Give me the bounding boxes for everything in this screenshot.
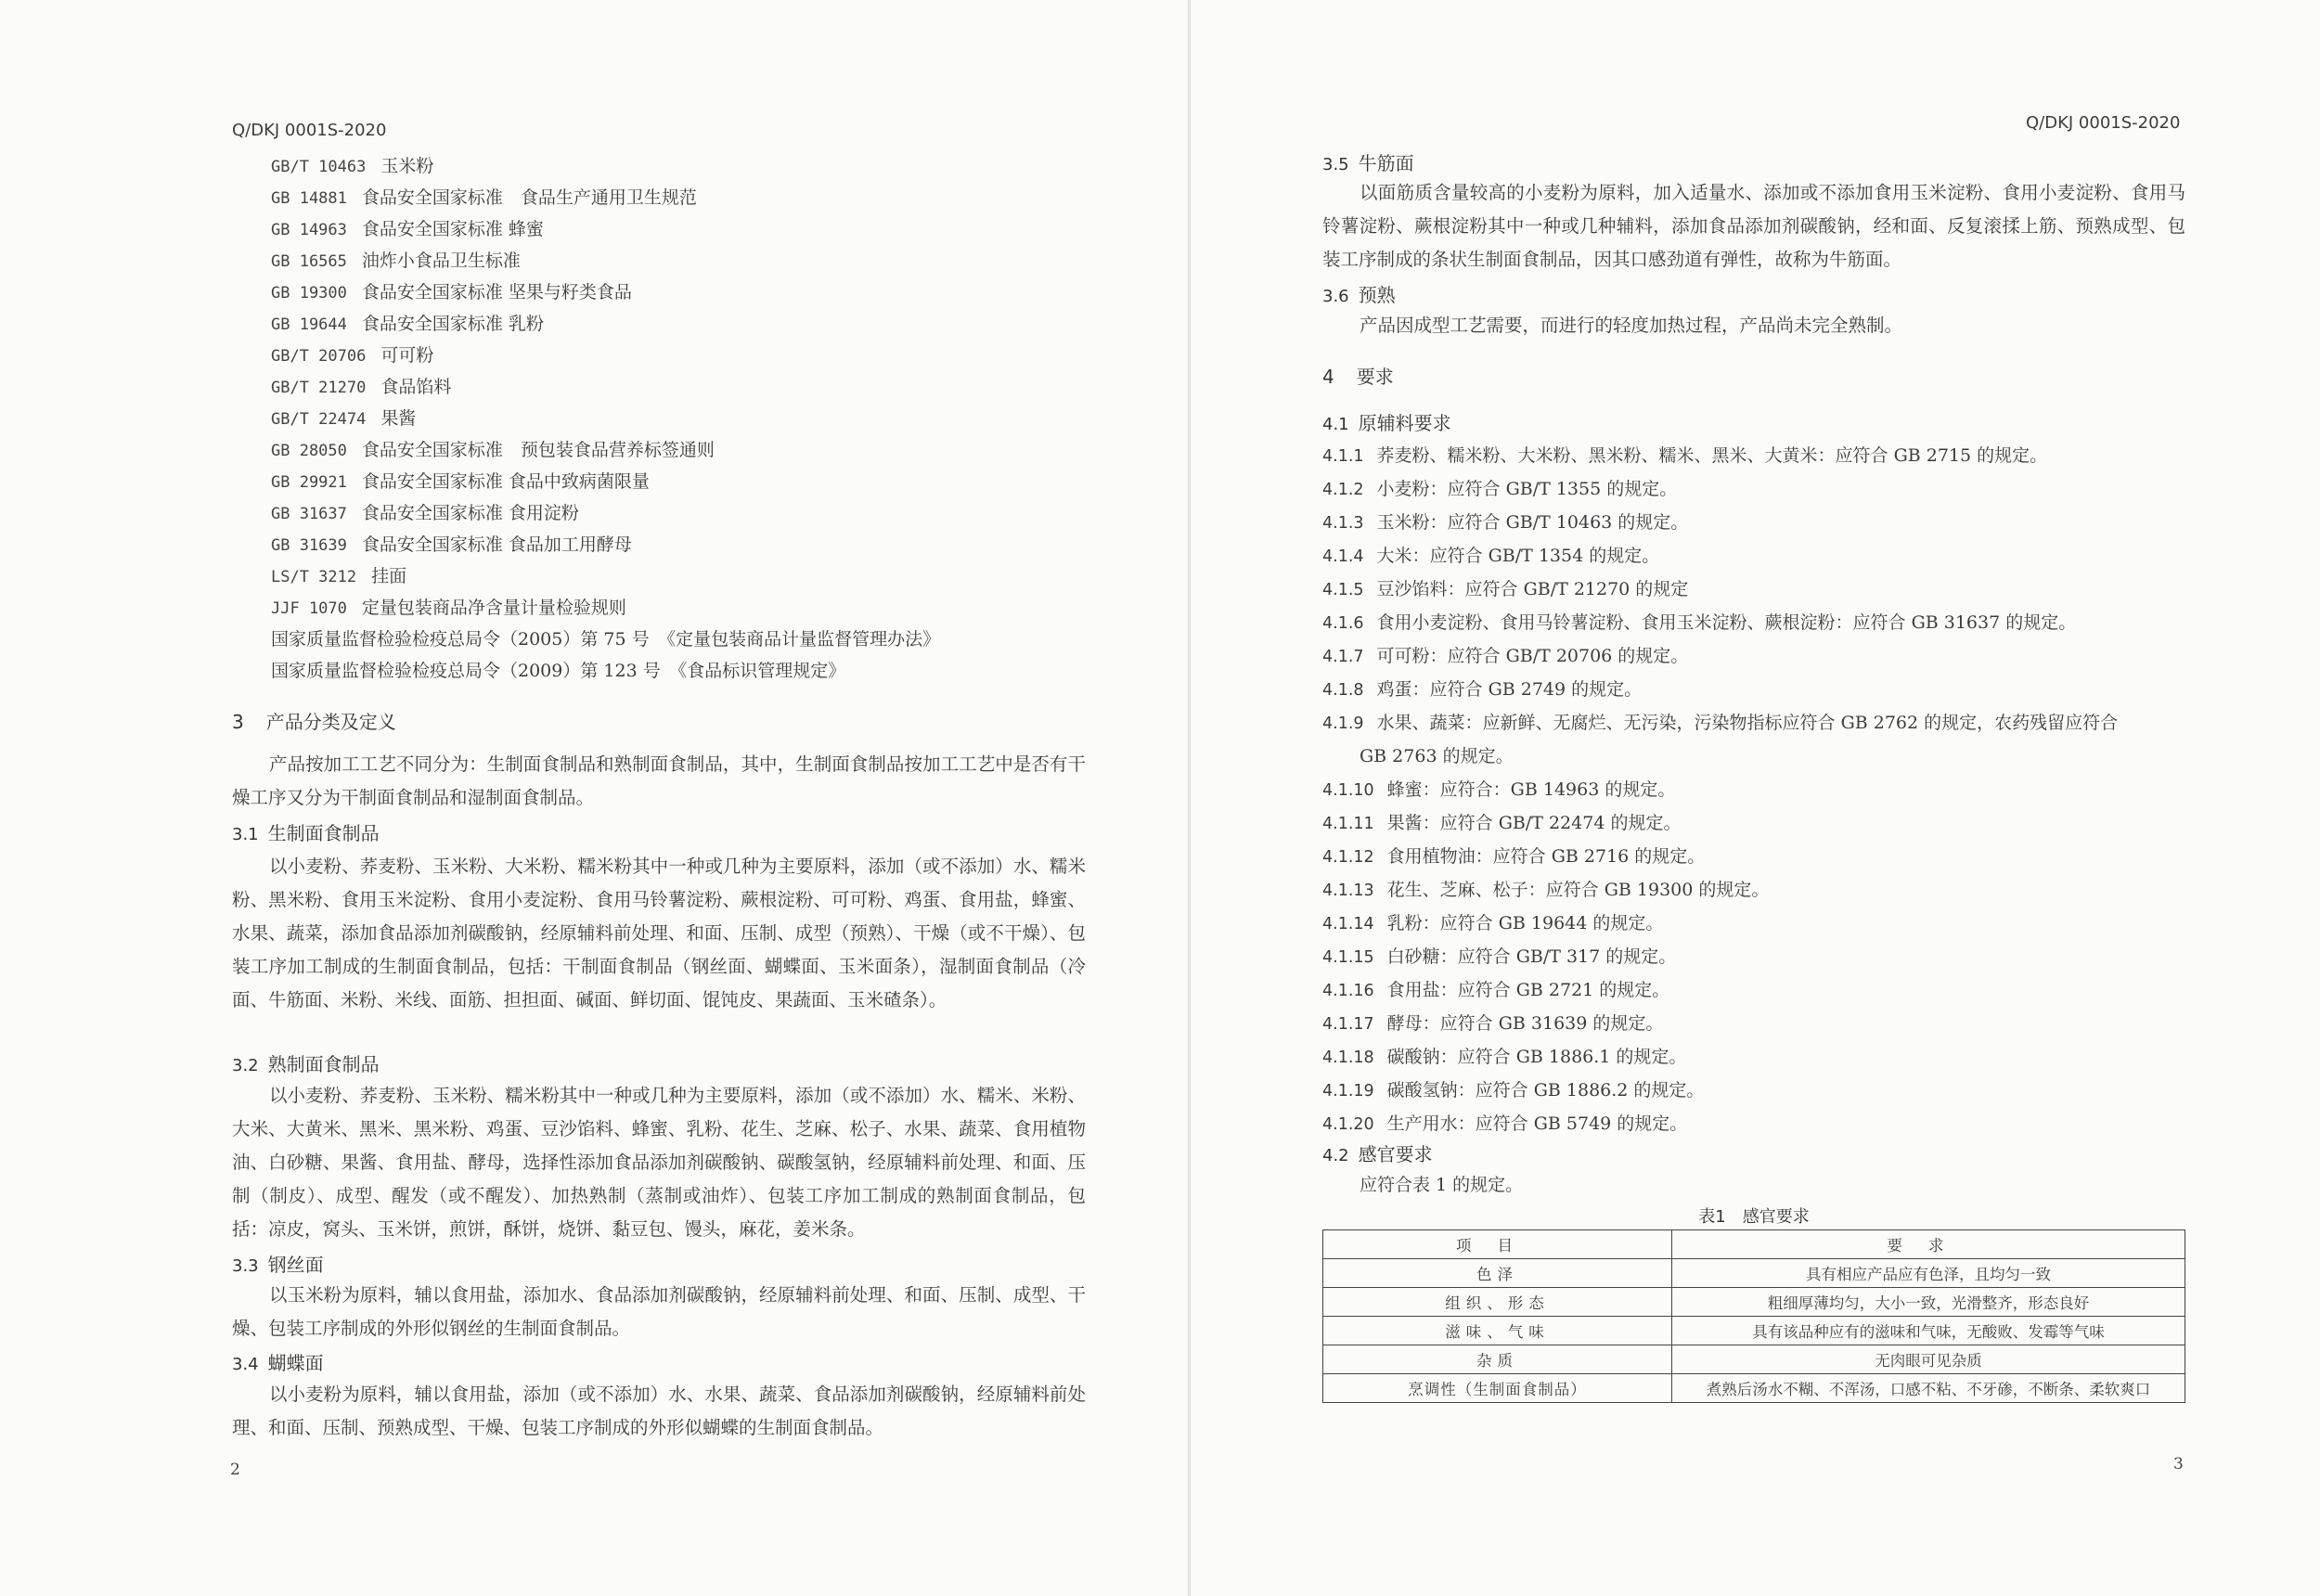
requirement-item bbox=[1322, 876, 1769, 901]
reference-title: 油炸小食品卫生标准 bbox=[361, 251, 521, 271]
requirement-number: 4.1.14 bbox=[1322, 915, 1374, 933]
reference-code: GB/T 10463 bbox=[271, 158, 367, 176]
table-cell: 组织、形态 bbox=[1323, 1288, 1672, 1317]
requirement-text: 蜂蜜：应符合：GB 14963 的规定。 bbox=[1386, 779, 1676, 800]
requirement-number: 4.1.15 bbox=[1322, 948, 1374, 967]
reference-code: GB 14963 bbox=[271, 221, 347, 239]
reference-code: JJF 1070 bbox=[271, 599, 347, 618]
reference-title: 食品安全国家标准 蜂蜜 bbox=[361, 219, 544, 239]
section-heading-3 bbox=[232, 707, 396, 734]
sensory-requirements-table bbox=[1322, 1229, 2185, 1403]
table-cell: 煮熟后汤水不糊、不浑汤，口感不粘、不牙碜，不断条、柔软爽口 bbox=[1672, 1374, 2185, 1403]
requirement-item bbox=[1322, 709, 2118, 734]
table-header-row bbox=[1323, 1230, 2185, 1259]
reference-code: GB/T 20706 bbox=[271, 347, 367, 366]
requirement-text: 乳粉：应符合 GB 19644 的规定。 bbox=[1386, 913, 1664, 933]
requirement-number: 4.1.5 bbox=[1322, 581, 1364, 599]
reference-title: 可可粉 bbox=[380, 345, 434, 366]
section-number: 3.4 bbox=[232, 1355, 259, 1374]
section-title: 原辅料要求 bbox=[1358, 412, 1451, 434]
page-number-right: 3 bbox=[2173, 1455, 2184, 1474]
section-3-3-text: 以玉米粉为原料，辅以食用盐，添加水、食品添加剂碳酸钠，经原辅料前处理、和面、压制、成型、干燥、包装工序制成的外形似钢丝的生制面食制品。 bbox=[232, 1284, 1086, 1339]
table-cell: 具有该品种应有的滋味和气味，无酸败、发霉等气味 bbox=[1672, 1317, 2185, 1345]
requirement-number: 4.1.1 bbox=[1322, 447, 1364, 466]
requirement-number: 4.1.3 bbox=[1322, 514, 1364, 533]
requirement-text: 碳酸氢钠：应符合 GB 1886.2 的规定。 bbox=[1386, 1080, 1705, 1100]
reference-code: GB 31639 bbox=[271, 536, 347, 555]
reference-item bbox=[271, 529, 1106, 560]
requirement-text: 大米：应符合 GB/T 1354 的规定。 bbox=[1376, 546, 1660, 566]
reference-code: GB 31637 bbox=[271, 505, 347, 523]
requirement-item bbox=[1322, 642, 1688, 667]
requirement-text: 生产用水：应符合 GB 5749 的规定。 bbox=[1386, 1113, 1688, 1134]
reference-item bbox=[271, 371, 1106, 403]
reference-title: 果酱 bbox=[380, 408, 417, 429]
section-number: 3.6 bbox=[1322, 287, 1349, 306]
section-title: 生制面食制品 bbox=[267, 822, 380, 844]
requirement-number: 4.1.7 bbox=[1322, 648, 1364, 666]
requirement-number: 4.1.18 bbox=[1322, 1049, 1374, 1067]
table-cell: 粗细厚薄均匀，大小一致，光滑整齐，形态良好 bbox=[1672, 1288, 2185, 1317]
requirement-item bbox=[1322, 943, 1676, 968]
requirement-text: 鸡蛋：应符合 GB 2749 的规定。 bbox=[1376, 679, 1643, 700]
section-title: 感官要求 bbox=[1358, 1143, 1433, 1165]
reference-item bbox=[271, 403, 1106, 434]
requirement-item bbox=[1322, 1076, 1704, 1101]
requirement-item bbox=[1322, 542, 1659, 567]
reference-code: LS/T 3212 bbox=[271, 568, 357, 586]
table-cell: 色泽 bbox=[1323, 1259, 1672, 1288]
reference-title: 挂面 bbox=[371, 566, 407, 586]
section-3-2-text: 以小麦粉、荞麦粉、玉米粉、糯米粉其中一种或几种为主要原料，添加（或不添加）水、糯米、米粉、大米、大黄米、黑米、黑米粉、鸡蛋、豆沙馅料、蜂蜜、乳粉、花生、芝麻、松子、水果、蔬菜、食用植物油、白砂糖、果酱、食用盐、酵母，选择性添加食品添加剂碳酸钠、碳酸氢钠，经原辅料前处理、和面、压制（制皮）、成型、醒发（或不醒发）、加热熟制（蒸制或油炸）、包装工序加工制成的熟制面食制品，包括：凉皮，窝头、玉米饼，煎饼，酥饼，烧饼、黏豆包、馒头，麻花，姜米条。 bbox=[232, 1085, 1086, 1240]
table-header: 项目 bbox=[1323, 1230, 1672, 1259]
section-3-5-text: 以面筋质含量较高的小麦粉为原料，加入适量水、添加或不添加食用玉米淀粉、食用小麦淀粉、食用马铃薯淀粉、蕨根淀粉其中一种或几种辅料，添加食品添加剂碳酸钠，经和面、反复滚揉上筋、预熟成型、包装工序制成的条状生制面食制品，因其口感劲道有弹性，故称为牛筋面。 bbox=[1322, 182, 2185, 270]
table-row bbox=[1323, 1259, 2185, 1288]
table-header: 要求 bbox=[1672, 1230, 2185, 1259]
section-3-6-text: 产品因成型工艺需要，而进行的轻度加热过程，产品尚未完全熟制。 bbox=[1360, 315, 1903, 336]
section-number: 3.5 bbox=[1322, 155, 1349, 174]
reference-code: GB 19644 bbox=[271, 315, 347, 334]
section-title: 熟制面食制品 bbox=[267, 1053, 380, 1075]
reference-title: 食品安全国家标准 食品加工用酵母 bbox=[361, 534, 632, 555]
section-3-intro: 产品按加工工艺不同分为：生制面食制品和熟制面食制品，其中，生制面食制品按加工工艺中是否有干燥工序又分为干制面食制品和湿制面食制品。 bbox=[232, 753, 1086, 808]
reference-title: 食品安全国家标准 乳粉 bbox=[361, 314, 544, 334]
table-cell: 烹调性（生制面食制品） bbox=[1323, 1374, 1672, 1403]
section-number: 4.1 bbox=[1322, 415, 1349, 434]
requirement-number: 4.1.20 bbox=[1322, 1115, 1374, 1134]
reference-title: 国家质量监督检验检疫总局令（2009）第 123 号 《食品标识管理规定》 bbox=[271, 661, 846, 681]
requirement-number: 4.1.11 bbox=[1322, 815, 1374, 833]
reference-item bbox=[271, 213, 1106, 245]
section-heading-3-1 bbox=[232, 818, 380, 845]
reference-item bbox=[271, 466, 1106, 497]
requirement-item bbox=[1322, 843, 1705, 868]
reference-item bbox=[271, 592, 1106, 624]
reference-code: GB 28050 bbox=[271, 442, 347, 460]
section-heading-3-4 bbox=[232, 1348, 324, 1375]
reference-item bbox=[271, 624, 1106, 655]
requirement-text: 食用植物油：应符合 GB 2716 的规定。 bbox=[1386, 846, 1706, 867]
reference-title: 食品安全国家标准 食品生产通用卫生规范 bbox=[361, 187, 697, 208]
section-title: 蝴蝶面 bbox=[267, 1352, 324, 1374]
requirement-number: 4.1.19 bbox=[1322, 1082, 1374, 1100]
header-standard-code-right: Q/DKJ 0001S-2020 bbox=[2026, 113, 2181, 133]
normative-references bbox=[271, 150, 1106, 687]
requirement-text: 荞麦粉、糯米粉、大米粉、黑米粉、糯米、黑米、大黄米：应符合 GB 2715 的规定。 bbox=[1376, 445, 2048, 466]
section-4-2-text: 应符合表 1 的规定。 bbox=[1360, 1175, 1524, 1195]
reference-title: 玉米粉 bbox=[380, 156, 434, 176]
reference-item bbox=[271, 182, 1106, 213]
requirement-number: 4.1.2 bbox=[1322, 481, 1364, 499]
reference-title: 食品安全国家标准 坚果与籽类食品 bbox=[361, 282, 632, 302]
requirement-continuation: GB 2763 的规定。 bbox=[1360, 746, 1514, 766]
requirement-item bbox=[1322, 575, 1688, 600]
reference-item bbox=[271, 308, 1106, 340]
requirement-text: 水果、蔬菜：应新鲜、无腐烂、无污染，污染物指标应符合 GB 2762 的规定，农药残留应符合 bbox=[1376, 713, 2119, 733]
section-title: 产品分类及定义 bbox=[265, 711, 396, 733]
section-number: 3.3 bbox=[232, 1256, 259, 1276]
requirement-item bbox=[1322, 442, 2047, 467]
reference-item bbox=[271, 560, 1106, 592]
requirement-number: 4.1.13 bbox=[1322, 882, 1374, 900]
requirement-item bbox=[1322, 1043, 1686, 1068]
section-3-1-text: 以小麦粉、荞麦粉、玉米粉、大米粉、糯米粉其中一种或几种为主要原料，添加（或不添加）水、糯米粉、黑米粉、食用玉米淀粉、食用小麦淀粉、食用马铃薯淀粉、蕨根淀粉、可可粉、鸡蛋、食用盐，蜂蜜、水果、蔬菜，添加食品添加剂碳酸钠，经原辅料前处理、和面、压制、成型（预熟）、干燥（或不干燥）、包装工序加工制成的生制面食制品，包括：干制面食制品（钢丝面、蝴蝶面、玉米面条），湿制面食制品（冷面、牛筋面、米粉、米线、面筋、担担面、碱面、鲜切面、馄饨皮、果蔬面、玉米碴条）。 bbox=[232, 856, 1086, 1010]
reference-item bbox=[271, 434, 1106, 466]
table-row bbox=[1323, 1317, 2185, 1345]
reference-item bbox=[271, 497, 1106, 529]
requirement-number: 4.1.8 bbox=[1322, 681, 1364, 700]
table-caption: 表1 感官要求 bbox=[1698, 1207, 1810, 1227]
requirement-item bbox=[1322, 676, 1642, 701]
header-standard-code: Q/DKJ 0001S-2020 bbox=[232, 121, 387, 140]
reference-code: GB/T 21270 bbox=[271, 379, 367, 397]
reference-title: 定量包装商品净含量计量检验规则 bbox=[361, 598, 626, 618]
reference-title: 国家质量监督检验检疫总局令（2005）第 75 号 《定量包装商品计量监督管理办法》 bbox=[271, 629, 941, 650]
requirement-number: 4.1.17 bbox=[1322, 1015, 1374, 1034]
reference-code: GB 19300 bbox=[271, 284, 347, 302]
section-title: 预熟 bbox=[1358, 284, 1396, 306]
reference-code: GB/T 22474 bbox=[271, 410, 367, 429]
requirement-item bbox=[1322, 475, 1677, 500]
table-row bbox=[1323, 1288, 2185, 1317]
reference-item bbox=[271, 245, 1106, 277]
section-heading-4 bbox=[1322, 362, 1394, 389]
requirement-text: 可可粉：应符合 GB/T 20706 的规定。 bbox=[1376, 646, 1689, 666]
table-row bbox=[1323, 1345, 2185, 1374]
reference-item bbox=[271, 655, 1106, 687]
section-title: 要求 bbox=[1356, 366, 1394, 388]
requirement-number: 4.1.16 bbox=[1322, 982, 1374, 1000]
section-number: 4.2 bbox=[1322, 1146, 1349, 1165]
section-number: 3 bbox=[232, 711, 244, 733]
requirement-item bbox=[1322, 976, 1669, 1001]
requirement-text: 豆沙馅料：应符合 GB/T 21270 的规定 bbox=[1376, 579, 1689, 599]
table-cell: 杂质 bbox=[1323, 1345, 1672, 1374]
table-row bbox=[1323, 1374, 2185, 1403]
section-heading-3-3 bbox=[232, 1250, 324, 1277]
requirement-text: 碳酸钠：应符合 GB 1886.1 的规定。 bbox=[1386, 1047, 1687, 1067]
requirement-item bbox=[1322, 609, 2076, 634]
requirement-item bbox=[1322, 909, 1663, 934]
requirement-text: 果酱：应符合 GB/T 22474 的规定。 bbox=[1386, 813, 1682, 833]
requirement-number: 4.1.4 bbox=[1322, 547, 1364, 566]
table-cell: 具有相应产品应有色泽，且均匀一致 bbox=[1672, 1259, 2185, 1288]
reference-item bbox=[271, 340, 1106, 371]
requirement-text: 花生、芝麻、松子：应符合 GB 19300 的规定。 bbox=[1386, 880, 1770, 900]
requirement-number: 4.1.10 bbox=[1322, 781, 1374, 800]
reference-item bbox=[271, 150, 1106, 182]
reference-code: GB 29921 bbox=[271, 473, 347, 492]
reference-title: 食品安全国家标准 预包装食品营养标签通则 bbox=[361, 440, 715, 460]
section-heading-3-6 bbox=[1322, 280, 1396, 307]
reference-title: 食品馅料 bbox=[380, 377, 452, 397]
reference-item bbox=[271, 277, 1106, 308]
table-cell: 滋味、气味 bbox=[1323, 1317, 1672, 1345]
section-heading-4-2 bbox=[1322, 1139, 1433, 1166]
requirement-number: 4.1.9 bbox=[1322, 714, 1364, 733]
page-number: 2 bbox=[230, 1461, 240, 1479]
table-cell: 无肉眼可见杂质 bbox=[1672, 1345, 2185, 1374]
requirement-item bbox=[1322, 1010, 1663, 1035]
section-number: 3.2 bbox=[232, 1056, 259, 1075]
requirement-text: 食用小麦淀粉、食用马铃薯淀粉、食用玉米淀粉、蕨根淀粉：应符合 GB 31637 的规定。 bbox=[1376, 612, 2077, 633]
reference-title: 食品安全国家标准 食用淀粉 bbox=[361, 503, 579, 523]
reference-title: 食品安全国家标准 食品中致病菌限量 bbox=[361, 471, 650, 492]
requirement-text: 玉米粉：应符合 GB/T 10463 的规定。 bbox=[1376, 512, 1689, 533]
section-heading-3-5 bbox=[1322, 148, 1414, 175]
requirement-text: 食用盐：应符合 GB 2721 的规定。 bbox=[1386, 980, 1670, 1000]
requirement-text: 酵母：应符合 GB 31639 的规定。 bbox=[1386, 1013, 1664, 1034]
reference-code: GB 16565 bbox=[271, 252, 347, 271]
requirement-item bbox=[1322, 809, 1681, 834]
section-number: 4 bbox=[1322, 366, 1334, 388]
section-3-4-text: 以小麦粉为原料，辅以食用盐，添加（或不添加）水、水果、蔬菜、食品添加剂碳酸钠，经原辅料前处理、和面、压制、预熟成型、干燥、包装工序制成的外形似蝴蝶的生制面食制品。 bbox=[232, 1384, 1086, 1438]
reference-code: GB 14881 bbox=[271, 189, 347, 208]
requirement-item bbox=[1322, 776, 1675, 801]
requirement-number: 4.1.12 bbox=[1322, 848, 1374, 867]
section-title: 牛筋面 bbox=[1358, 152, 1414, 174]
section-number: 3.1 bbox=[232, 825, 259, 844]
requirement-number: 4.1.6 bbox=[1322, 614, 1364, 633]
section-heading-3-2 bbox=[232, 1049, 380, 1076]
requirement-text: 白砂糖：应符合 GB/T 317 的规定。 bbox=[1386, 946, 1677, 967]
section-heading-4-1 bbox=[1322, 408, 1451, 435]
requirement-text: 小麦粉：应符合 GB/T 1355 的规定。 bbox=[1376, 479, 1678, 499]
requirement-item bbox=[1322, 508, 1688, 534]
section-title: 钢丝面 bbox=[267, 1254, 324, 1276]
requirement-item bbox=[1322, 1110, 1687, 1135]
